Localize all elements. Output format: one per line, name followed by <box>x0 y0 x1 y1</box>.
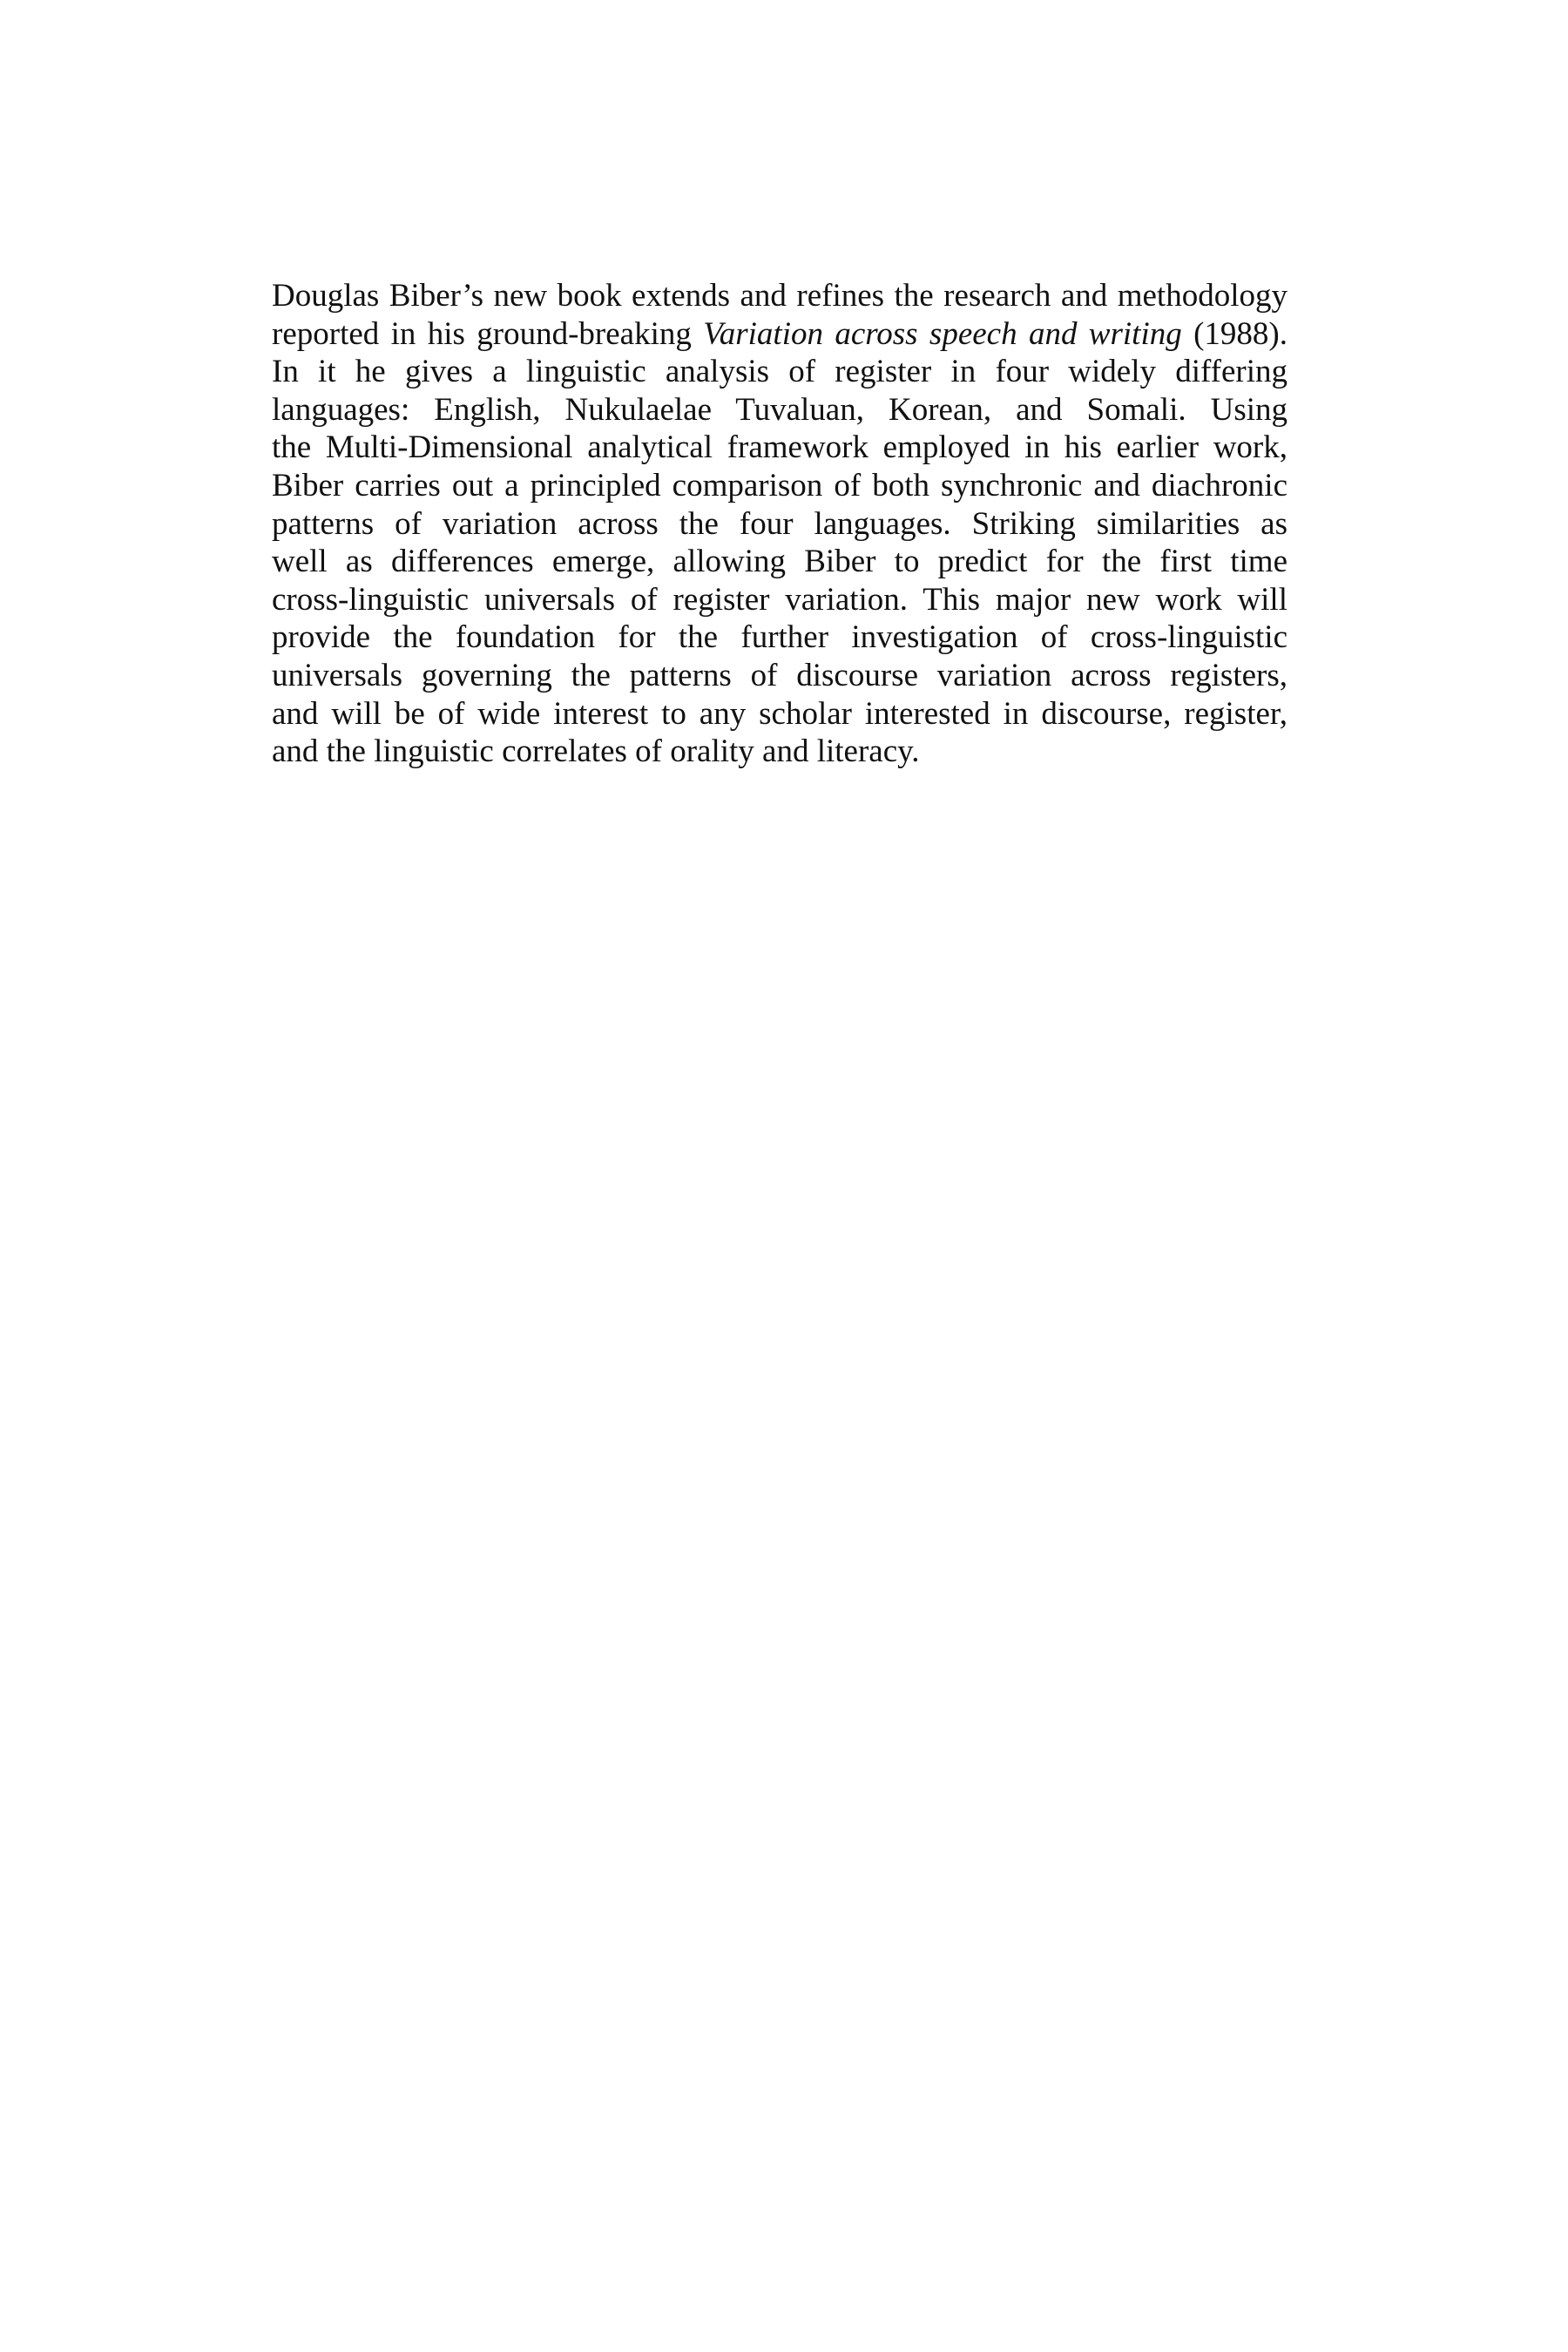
paragraph-line-12: and will be of wide interest to any scholar interested in discourse, register, <box>272 695 1288 732</box>
paragraph-line-6: Biber carries out a principled comparison of both synchronic and diachronic <box>272 467 1288 504</box>
paragraph-line-5: the Multi-Dimensional analytical framework employed in his earlier work, <box>272 429 1288 466</box>
paragraph-line-2 <box>272 315 1288 354</box>
paragraph-line-10: provide the foundation for the further investigation of cross-linguistic <box>272 619 1288 656</box>
line-2-text-after-title: (1988). <box>1181 315 1288 352</box>
paragraph-line-8: well as differences emerge, allowing Biber to predict for the first time <box>272 544 1288 580</box>
paragraph-line-3: In it he gives a linguistic analysis of register in four widely differing <box>272 354 1288 390</box>
cited-book-title: Variation across speech and writing <box>703 315 1182 352</box>
paragraph-line-7: patterns of variation across the four languages. Striking similarities as <box>272 505 1288 542</box>
paragraph-line-13: and the linguistic correlates of orality and literacy. <box>272 733 920 770</box>
line-2-text-before-title: reported in his ground-breaking <box>272 315 704 352</box>
paragraph-line-1: Douglas Biber’s new book extends and refines the research and methodology <box>272 278 1288 314</box>
book-description-paragraph <box>272 277 1288 771</box>
paragraph-line-11: universals governing the patterns of discourse variation across registers, <box>272 657 1288 693</box>
paragraph-line-4: languages: English, Nukulaelae Tuvaluan, Korean, and Somali. Using <box>272 391 1288 428</box>
paragraph-line-9: cross-linguistic universals of register variation. This major new work will <box>272 581 1288 618</box>
